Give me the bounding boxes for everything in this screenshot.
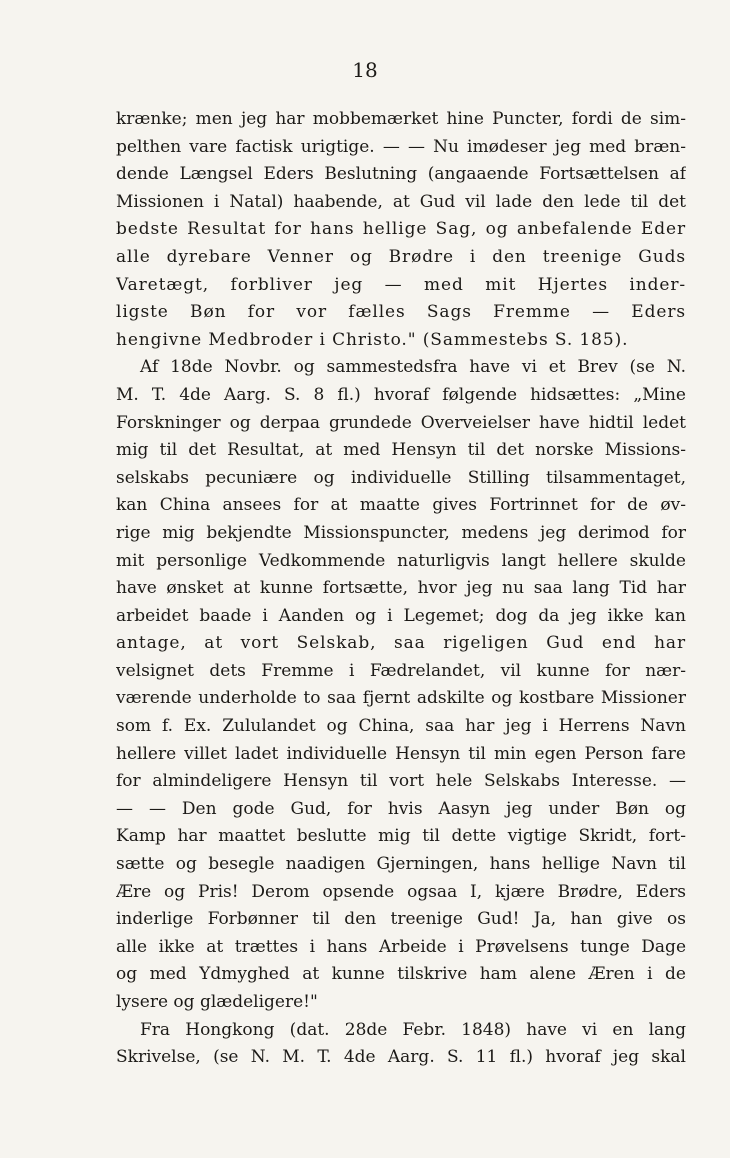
page-number: 18 [352, 58, 378, 82]
text-line: Forskninger og derpaa grundede Overveielser have hidtil ledet [116, 412, 686, 433]
text-line: og med Ydmyghed at kunne tilskrive ham alene Æren i de [116, 964, 686, 985]
text-line: — — Den gode Gud, for hvis Aasyn jeg under Bøn og [116, 798, 686, 819]
text-line: hengivne Medbroder i Christo." (Sammestebs S. 185). [116, 329, 629, 350]
text-line: værende underholde to saa fjernt adskilte og kostbare Missioner [116, 688, 686, 709]
text-line: mig til det Resultat, at med Hensyn til det norske Missions- [116, 440, 686, 461]
text-line: bedste Resultat for hans hellige Sag, og anbefalende Eder [116, 219, 686, 240]
text-line: kan China ansees for at maatte gives Fortrinnet for de øv- [116, 495, 686, 516]
text-line: dende Længsel Eders Beslutning (angaaende Fortsættelsen af [116, 164, 686, 185]
text-line: sætte og besegle naadigen Gjerningen, hans hellige Navn til [116, 854, 686, 875]
text-line: Af 18de Novbr. og sammestedsfra have vi et Brev (se N. [140, 357, 686, 378]
text-line: mit personlige Vedkommende naturligvis langt hellere skulde [116, 550, 686, 571]
text-line: inderlige Forbønner til den treenige Gud! Ja, han give os [116, 909, 686, 930]
text-line: ligste Bøn for vor fælles Sags Fremme — Eders [116, 302, 686, 323]
text-line: Varetægt, forbliver jeg — med mit Hjertes inder- [116, 274, 686, 295]
text-line: Missionen i Natal) haabende, at Gud vil lade den lede til det [116, 191, 686, 212]
text-line: Skrivelse, (se N. M. T. 4de Aarg. S. 11 fl.) hvoraf jeg skal [116, 1047, 686, 1068]
text-line: krænke; men jeg har mobbemærket hine Puncter, fordi de sim- [116, 109, 686, 129]
text-line: have ønsket at kunne fortsætte, hvor jeg nu saa lang Tid har [116, 578, 686, 599]
text-line: alle dyrebare Venner og Brødre i den treenige Guds [116, 246, 686, 267]
text-line: som f. Ex. Zululandet og China, saa har jeg i Herrens Navn [116, 716, 686, 737]
text-line: velsignet dets Fremme i Fædrelandet, vil kunne for nær- [116, 660, 686, 681]
text-line: pelthen vare factisk urigtige. — — Nu imødeser jeg med bræn- [116, 136, 686, 157]
text-line: antage, at vort Selskab, saa rigeligen Gud end har [116, 633, 686, 654]
text-line: hellere villet ladet individuelle Hensyn til min egen Person fare [116, 743, 686, 764]
text-line: Ære og Pris! Derom opsende ogsaa I, kjære Brødre, Eders [116, 881, 686, 902]
text-line: selskabs pecuniære og individuelle Stilling tilsammentaget, [116, 467, 686, 488]
text-line: lysere og glædeligere!" [116, 992, 318, 1012]
body-text [116, 106, 686, 1072]
text-line: arbeidet baade i Aanden og i Legemet; dog da jeg ikke kan [116, 605, 686, 626]
text-line: Kamp har maattet beslutte mig til dette vigtige Skridt, fort- [116, 826, 686, 847]
text-line: Fra Hongkong (dat. 28de Febr. 1848) have vi en lang [140, 1019, 686, 1040]
text-line: M. T. 4de Aarg. S. 8 fl.) hvoraf følgende hidsættes: „Mine [116, 384, 686, 405]
text-line: for almindeligere Hensyn til vort hele Selskabs Interesse. — [116, 771, 686, 792]
text-line: alle ikke at trættes i hans Arbeide i Prøvelsens tunge Dage [116, 936, 686, 957]
text-line: rige mig bekjendte Missionspuncter, medens jeg derimod for [116, 522, 686, 543]
